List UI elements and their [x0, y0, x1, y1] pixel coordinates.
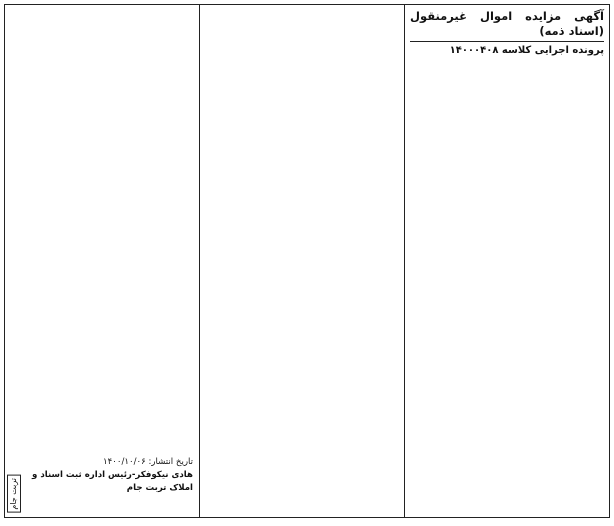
notice-column-left: [5, 5, 199, 517]
signature-block: [27, 456, 193, 495]
publish-date: تاریخ انتشار: ۱۴۰۰/۱۰/۰۶: [103, 457, 193, 467]
case-number: پرونده اجرایی کلاسه ۱۴۰۰۰۴۰۸: [449, 45, 604, 56]
notice-page: [4, 4, 610, 518]
signatory: هادی نیکوفکر-رئیس اداره ثبت اسناد و املاک تربت جام: [32, 470, 193, 493]
notice-column-right: [404, 5, 609, 517]
notice-title: آگهی مزایده اموال غیرمنقول (اسناد ذمه): [410, 9, 604, 42]
side-tag: تربت جام: [7, 475, 21, 513]
notice-column-middle: [199, 5, 404, 517]
